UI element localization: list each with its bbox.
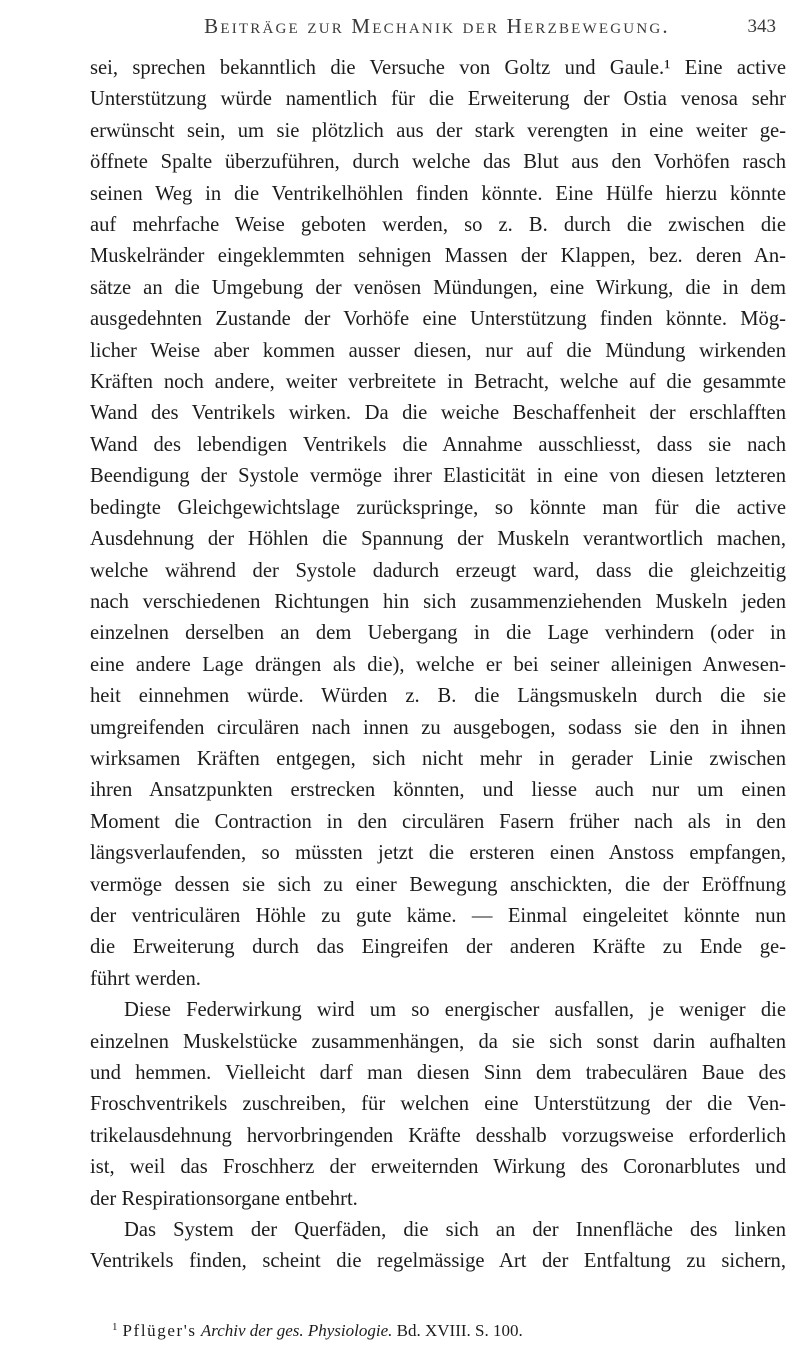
- text-line: Froschventrikels zuschreiben, für welchen eine Unterstützung der die Ven-: [90, 1093, 786, 1116]
- running-title: Beiträge zur Mechanik der Herzbewegung.: [204, 14, 670, 38]
- text-line: Beendigung der Systole vermöge ihrer Elasticität in eine von diesen letzteren: [90, 465, 786, 488]
- text-line: heit einnehmen würde. Würden z. B. die Längsmuskeln durch die sie: [90, 685, 786, 708]
- text-line: sei, sprechen bekanntlich die Versuche von Goltz und Gaule.¹ Eine active: [90, 57, 786, 79]
- text-line: erwünscht sein, um sie plötzlich aus der stark verengten in eine weiter ge-: [90, 119, 786, 142]
- text-line: öffnete Spalte überzuführen, durch welche das Blut aus den Vorhöfen rasch: [90, 151, 786, 174]
- body-text: [90, 53, 786, 1278]
- text-line: ihren Ansatzpunkten erstrecken könnten, und liesse auch nur um einen: [90, 779, 786, 802]
- text-line: Das System der Querfäden, die sich an der Innenfläche des linken: [124, 1219, 786, 1242]
- text-line: sätze an die Umgebung der venösen Mündungen, eine Wirkung, die in dem: [90, 276, 786, 299]
- page-number: 343: [747, 16, 776, 37]
- text-line: und hemmen. Vielleicht darf man diesen Sinn dem trabeculären Baue des: [90, 1062, 786, 1084]
- text-line: führt werden.: [90, 967, 201, 990]
- footnote-reference: Bd. XVIII. S. 100.: [396, 1321, 523, 1340]
- footnote-author: Pflüger's: [122, 1321, 197, 1340]
- footnote-journal-title: Archiv der ges. Physiologie.: [200, 1321, 393, 1340]
- text-line: Unterstützung würde namentlich für die Erweiterung der Ostia venosa sehr: [90, 88, 786, 111]
- text-line: umgreifenden circulären nach innen zu ausgebogen, sodass sie den in ihnen: [90, 716, 786, 739]
- text-line: wirksamen Kräften entgegen, sich nicht mehr in gerader Linie zwischen: [90, 747, 786, 770]
- text-line: auf mehrfache Weise geboten werden, so z. B. durch die zwischen die: [90, 214, 786, 237]
- footnote: [112, 1316, 772, 1342]
- text-line: Kräften noch andere, weiter verbreitete in Betracht, welche auf die gesammte: [90, 371, 786, 394]
- text-line: ausgedehnten Zustande der Vorhöfe eine Unterstützung finden könnte. Mög-: [90, 308, 786, 331]
- text-line: Wand des Ventrikels wirken. Da die weiche Beschaffenheit der erschlafften: [90, 402, 786, 425]
- text-line: der Respirationsorgane entbehrt.: [90, 1187, 358, 1210]
- text-line: einzelnen derselben an dem Uebergang in die Lage verhindern (oder in: [90, 622, 786, 645]
- text-line: der ventriculären Höhle zu gute käme. — Einmal eingeleitet könnte nun: [90, 904, 786, 927]
- text-line: vermöge dessen sie sich zu einer Bewegung anschickten, die der Eröffnung: [90, 873, 786, 896]
- text-line: trikelausdehnung hervorbringenden Kräfte desshalb vorzugsweise erforderlich: [90, 1124, 786, 1147]
- text-line: nach verschiedenen Richtungen hin sich zusammenziehenden Muskeln jeden: [90, 590, 786, 613]
- text-line: licher Weise aber kommen ausser diesen, nur auf die Mündung wirkenden: [90, 339, 786, 362]
- text-line: Ventrikels finden, scheint die regelmässige Art der Entfaltung zu sichern,: [90, 1250, 786, 1273]
- text-line: Muskelränder eingeklemmten sehnigen Massen der Klappen, bez. deren An-: [90, 245, 786, 268]
- text-line: welche während der Systole dadurch erzeugt ward, dass die gleichzeitig: [90, 559, 786, 582]
- text-line: bedingte Gleichgewichtslage zurückspringe, so könnte man für die active: [90, 496, 786, 519]
- text-line: Ausdehnung der Höhlen die Spannung der Muskeln verantwortlich machen,: [90, 528, 786, 551]
- text-line: Wand des lebendigen Ventrikels die Annahme ausschliesst, dass sie nach: [90, 433, 786, 456]
- text-line: längsverlaufenden, so müssten jetzt die ersteren einen Anstoss empfangen,: [90, 842, 786, 865]
- text-line: Moment die Contraction in den circulären Fasern früher nach als in den: [90, 810, 786, 833]
- page-header: [92, 6, 782, 50]
- text-line: seinen Weg in die Ventrikelhöhlen finden könnte. Eine Hülfe hierzu könnte: [90, 182, 786, 205]
- footnote-marker: 1: [112, 1321, 118, 1333]
- text-line: die Erweiterung durch das Eingreifen der anderen Kräfte zu Ende ge-: [90, 936, 786, 959]
- text-line: ist, weil das Froschherz der erweiternden Wirkung des Coronarblutes und: [90, 1156, 786, 1179]
- text-line: Diese Federwirkung wird um so energischer ausfallen, je weniger die: [124, 999, 786, 1022]
- text-line: eine andere Lage drängen als die), welche er bei seiner alleinigen Anwesen-: [90, 653, 786, 676]
- text-line: einzelnen Muskelstücke zusammenhängen, da sie sich sonst darin aufhalten: [90, 1030, 786, 1053]
